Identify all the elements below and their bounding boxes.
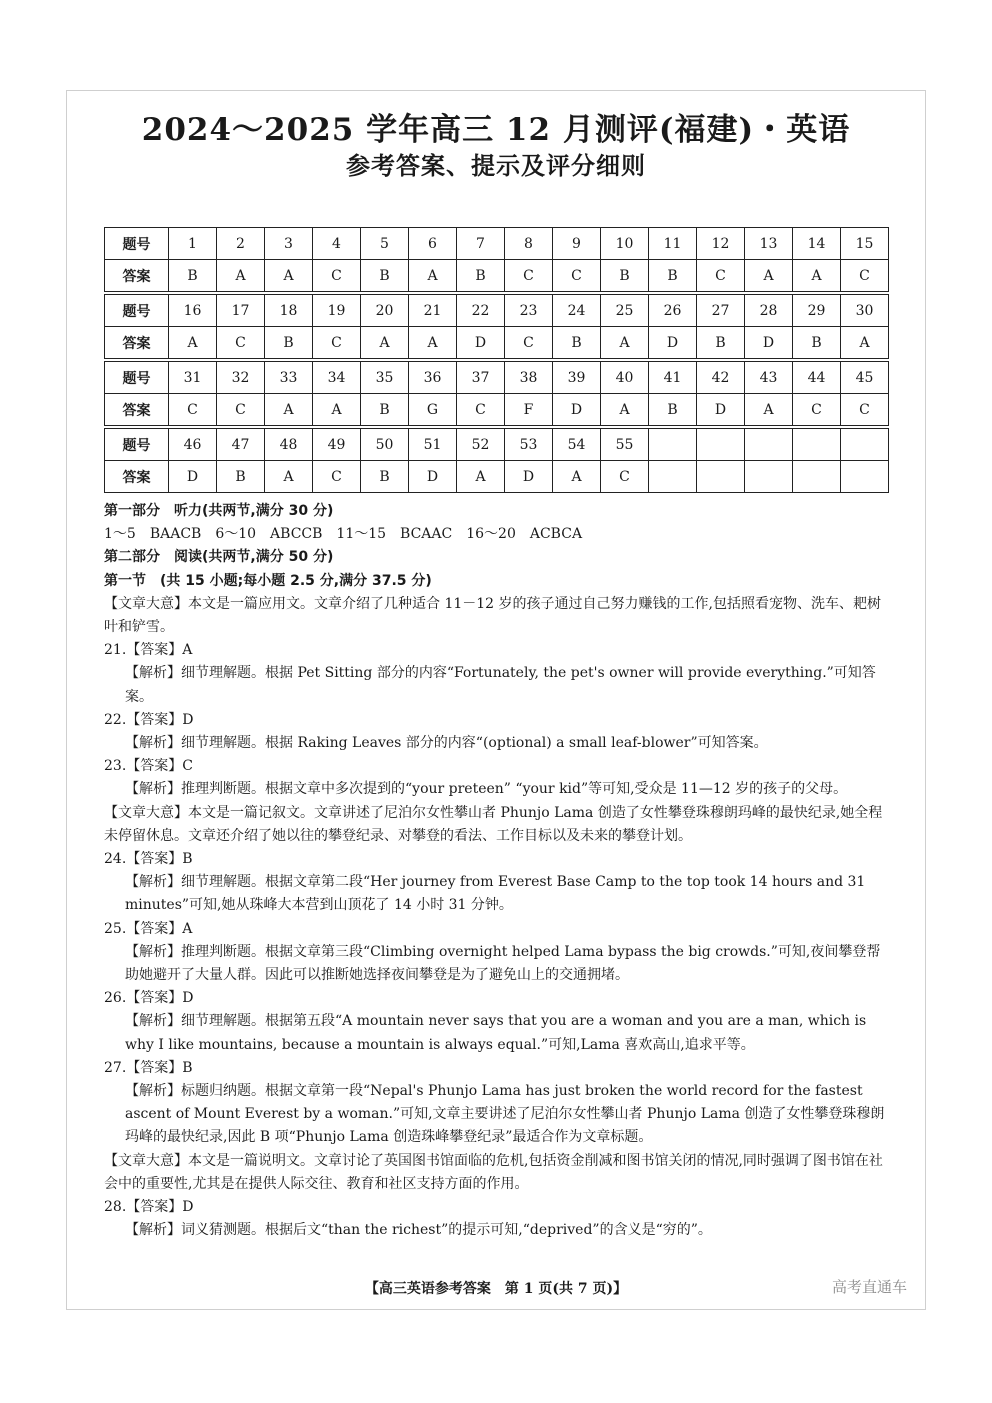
answer-row-cell: C: [505, 260, 553, 292]
question-number-row-cell: 49: [313, 429, 361, 461]
answer-row-cell: A: [265, 260, 313, 292]
answer-row-cell: B: [361, 260, 409, 292]
answer-row-cell: C: [841, 394, 889, 426]
section1-heading: 第一节 (共 15 小题;每小题 2.5 分,满分 37.5 分): [104, 572, 432, 589]
answer-row-cell: C: [601, 461, 649, 493]
q27-analysis: 【解析】标题归纳题。根据文章第一段“Nepal's Phunjo Lama has just broken the world record for the fastest ascent of Mount Everest by a woman.”可知,文章主要讲述了尼泊尔女性攀山者 Phunjo Lama 创造了女性攀登珠穆朗玛峰的最快纪录,因此 B 项“Phunjo Lama 创造珠峰攀登纪录”最适合作为文章标题。: [125, 1083, 885, 1146]
question-number-row-cell: 51: [409, 429, 457, 461]
answer-row-cell: A: [409, 260, 457, 292]
question-number-row-cell: 6: [409, 228, 457, 260]
question-number-row-label: 题号: [105, 429, 169, 461]
passage-summary-2: 【文章大意】本文是一篇记叙文。文章讲述了尼泊尔女性攀山者 Phunjo Lama 创造了女性攀登珠穆朗玛峰的最快纪录,她全程未停留休息。文章还介绍了她以往的攀登纪录、对攀登的看法、工作目标以及未来的攀登计划。: [104, 804, 883, 844]
answer-row-cell: A: [313, 394, 361, 426]
answer-row-cell: A: [745, 260, 793, 292]
answer-row-cell: C: [841, 260, 889, 292]
question-number-row-cell: [793, 429, 841, 461]
answer-row-cell: [793, 461, 841, 493]
q21-answer: 21.【答案】A: [104, 642, 193, 659]
answer-row: [105, 394, 889, 426]
answer-row-cell: D: [457, 327, 505, 359]
question-number-row-cell: 20: [361, 295, 409, 327]
q22-answer: 22.【答案】D: [104, 711, 194, 728]
answer-row-cell: A: [217, 260, 265, 292]
answer-row-cell: [841, 461, 889, 493]
question-number-row: [105, 429, 889, 461]
q21-analysis: 【解析】细节理解题。根据 Pet Sitting 部分的内容“Fortunately, the pet's owner will provide everything.”可知答案。: [125, 665, 876, 705]
answer-row-cell: C: [505, 327, 553, 359]
answer-row-cell: C: [313, 461, 361, 493]
document-title: 2024～2025 学年高三 12 月测评(福建)・英语: [141, 112, 851, 148]
question-number-row-cell: 40: [601, 362, 649, 394]
answer-row: [105, 461, 889, 493]
answer-row-label: 答案: [105, 260, 169, 292]
answer-row-cell: D: [505, 461, 553, 493]
question-number-row-cell: 19: [313, 295, 361, 327]
question-number-row-cell: 46: [169, 429, 217, 461]
answer-row-cell: A: [601, 394, 649, 426]
question-number-row-cell: 1: [169, 228, 217, 260]
question-number-row: [105, 228, 889, 260]
question-number-row-cell: 45: [841, 362, 889, 394]
answer-row-cell: C: [313, 260, 361, 292]
question-number-row-label: 题号: [105, 362, 169, 394]
question-number-row: [105, 295, 889, 327]
answer-row-cell: D: [409, 461, 457, 493]
answer-row-cell: G: [409, 394, 457, 426]
question-number-row-cell: 47: [217, 429, 265, 461]
question-number-row-cell: 8: [505, 228, 553, 260]
question-number-row-cell: 4: [313, 228, 361, 260]
question-number-row-cell: 32: [217, 362, 265, 394]
answer-row-cell: C: [217, 394, 265, 426]
q28-analysis: 【解析】词义猜测题。根据后文“than the richest”的提示可知,“deprived”的含义是“穷的”。: [125, 1222, 712, 1239]
answer-row-label: 答案: [105, 461, 169, 493]
question-number-row-cell: 9: [553, 228, 601, 260]
answer-row-cell: [697, 461, 745, 493]
q28-answer: 28.【答案】D: [104, 1199, 194, 1216]
answer-row-cell: B: [793, 327, 841, 359]
part2-heading: 第二部分 阅读(共两节,满分 50 分): [104, 549, 334, 566]
q23-analysis: 【解析】推理判断题。根据文章中多次提到的“your preteen” “your kid”等可知,受众是 11—12 岁的孩子的父母。: [125, 781, 848, 798]
question-number-row-cell: 3: [265, 228, 313, 260]
question-number-row-cell: [745, 429, 793, 461]
answer-row-cell: B: [361, 461, 409, 493]
answer-key-table: [104, 227, 889, 493]
page-footer: 【高三英语参考答案 第 1 页(共 7 页)】: [364, 1281, 628, 1297]
question-number-row: [105, 362, 889, 394]
answer-row-cell: C: [169, 394, 217, 426]
answer-row-cell: A: [601, 327, 649, 359]
answer-row: [105, 260, 889, 292]
question-number-row-cell: 23: [505, 295, 553, 327]
question-number-row-cell: 42: [697, 362, 745, 394]
answer-row-cell: [745, 461, 793, 493]
answer-row-cell: C: [313, 327, 361, 359]
question-number-row-cell: 30: [841, 295, 889, 327]
answer-row-cell: D: [649, 327, 697, 359]
answer-row-cell: D: [697, 394, 745, 426]
answer-row-cell: B: [361, 394, 409, 426]
answer-row-cell: D: [169, 461, 217, 493]
question-number-row-cell: 5: [361, 228, 409, 260]
answer-row-cell: A: [409, 327, 457, 359]
q27-answer: 27.【答案】B: [104, 1059, 193, 1076]
q24-analysis: 【解析】细节理解题。根据文章第二段“Her journey from Everest Base Camp to the top took 14 hours and 31 minutes”可知,她从珠峰大本营到山顶花了 14 小时 31 分钟。: [125, 874, 866, 914]
watermark-logo: 高考直通车: [832, 1278, 908, 1296]
question-number-row-cell: 18: [265, 295, 313, 327]
answer-row-cell: A: [841, 327, 889, 359]
question-number-row-cell: 28: [745, 295, 793, 327]
question-number-row-cell: 37: [457, 362, 505, 394]
answer-explanations: [104, 500, 894, 1243]
question-number-row-cell: 12: [697, 228, 745, 260]
answer-row-cell: A: [745, 394, 793, 426]
question-number-row-cell: 29: [793, 295, 841, 327]
answer-row-cell: A: [265, 394, 313, 426]
question-number-row-cell: 22: [457, 295, 505, 327]
question-number-row-cell: 17: [217, 295, 265, 327]
question-number-row-cell: 16: [169, 295, 217, 327]
question-number-row-cell: 54: [553, 429, 601, 461]
answer-row-cell: B: [169, 260, 217, 292]
question-number-row-cell: [649, 429, 697, 461]
question-number-row-cell: 26: [649, 295, 697, 327]
answer-row-cell: B: [649, 260, 697, 292]
answer-row-cell: B: [265, 327, 313, 359]
answer-row-cell: B: [601, 260, 649, 292]
answer-row-cell: F: [505, 394, 553, 426]
question-number-row-cell: [841, 429, 889, 461]
question-number-row-cell: 11: [649, 228, 697, 260]
question-number-row-cell: 14: [793, 228, 841, 260]
question-number-row-cell: 35: [361, 362, 409, 394]
answer-row-cell: D: [745, 327, 793, 359]
question-number-row-cell: 27: [697, 295, 745, 327]
question-number-row-cell: [697, 429, 745, 461]
question-number-row-cell: 2: [217, 228, 265, 260]
question-number-row-cell: 7: [457, 228, 505, 260]
question-number-row-label: 题号: [105, 228, 169, 260]
question-number-row-label: 题号: [105, 295, 169, 327]
question-number-row-cell: 15: [841, 228, 889, 260]
answer-row-cell: C: [457, 394, 505, 426]
question-number-row-cell: 33: [265, 362, 313, 394]
answer-row-cell: A: [793, 260, 841, 292]
q26-analysis: 【解析】细节理解题。根据第五段“A mountain never says that you are a woman and you are a man, which is why I like mountains, because a mountain is always equal.”可知,Lama 喜欢高山,追求平等。: [125, 1013, 867, 1053]
answer-row-cell: A: [361, 327, 409, 359]
q22-analysis: 【解析】细节理解题。根据 Raking Leaves 部分的内容“(optional) a small leaf-blower”可知答案。: [125, 735, 768, 752]
question-number-row-cell: 36: [409, 362, 457, 394]
q23-answer: 23.【答案】C: [104, 758, 193, 775]
q25-answer: 25.【答案】A: [104, 920, 193, 937]
answer-row-cell: [649, 461, 697, 493]
answer-row-cell: B: [217, 461, 265, 493]
question-number-row-cell: 13: [745, 228, 793, 260]
passage-summary-1: 【文章大意】本文是一篇应用文。文章介绍了几种适合 11－12 岁的孩子通过自己努力赚钱的工作,包括照看宠物、洗车、耙树叶和铲雪。: [104, 595, 881, 636]
answer-row-cell: C: [217, 327, 265, 359]
answer-row-cell: B: [553, 327, 601, 359]
question-number-row-cell: 41: [649, 362, 697, 394]
question-number-row-cell: 53: [505, 429, 553, 461]
q25-analysis: 【解析】推理判断题。根据文章第三段“Climbing overnight helped Lama bypass the big crowds.”可知,夜间攀登帮助她避开了大量人群。因此可以推断她选择夜间攀登是为了避免山上的交通拥堵。: [125, 943, 881, 984]
question-number-row-cell: 10: [601, 228, 649, 260]
part1-answers: 1～5 BAACB 6～10 ABCCB 11～15 BCAAC 16～20 ACBCA: [104, 526, 583, 543]
answer-row-cell: B: [697, 327, 745, 359]
answer-row-cell: B: [457, 260, 505, 292]
passage-summary-3: 【文章大意】本文是一篇说明文。文章讨论了英国图书馆面临的危机,包括资金削减和图书馆关闭的情况,同时强调了图书馆在社会中的重要性,尤其是在提供人际交往、教育和社区支持方面的作用。: [104, 1152, 883, 1192]
question-number-row-cell: 55: [601, 429, 649, 461]
answer-row-cell: C: [553, 260, 601, 292]
question-number-row-cell: 38: [505, 362, 553, 394]
answer-row-label: 答案: [105, 327, 169, 359]
answer-row-cell: C: [793, 394, 841, 426]
question-number-row-cell: 44: [793, 362, 841, 394]
question-number-row-cell: 52: [457, 429, 505, 461]
answer-row-cell: A: [169, 327, 217, 359]
answer-row-cell: A: [553, 461, 601, 493]
question-number-row-cell: 24: [553, 295, 601, 327]
answer-row-cell: A: [457, 461, 505, 493]
question-number-row-cell: 43: [745, 362, 793, 394]
q24-answer: 24.【答案】B: [104, 851, 193, 868]
answer-row-cell: A: [265, 461, 313, 493]
document-subtitle: 参考答案、提示及评分细则: [346, 151, 646, 180]
question-number-row-cell: 39: [553, 362, 601, 394]
answer-row: [105, 327, 889, 359]
answer-row-cell: B: [649, 394, 697, 426]
question-number-row-cell: 25: [601, 295, 649, 327]
answer-row-cell: D: [553, 394, 601, 426]
answer-row-cell: C: [697, 260, 745, 292]
question-number-row-cell: 31: [169, 362, 217, 394]
part1-heading: 第一部分 听力(共两节,满分 30 分): [104, 503, 334, 519]
q26-answer: 26.【答案】D: [104, 990, 194, 1007]
question-number-row-cell: 21: [409, 295, 457, 327]
question-number-row-cell: 34: [313, 362, 361, 394]
question-number-row-cell: 48: [265, 429, 313, 461]
question-number-row-cell: 50: [361, 429, 409, 461]
answer-row-label: 答案: [105, 394, 169, 426]
